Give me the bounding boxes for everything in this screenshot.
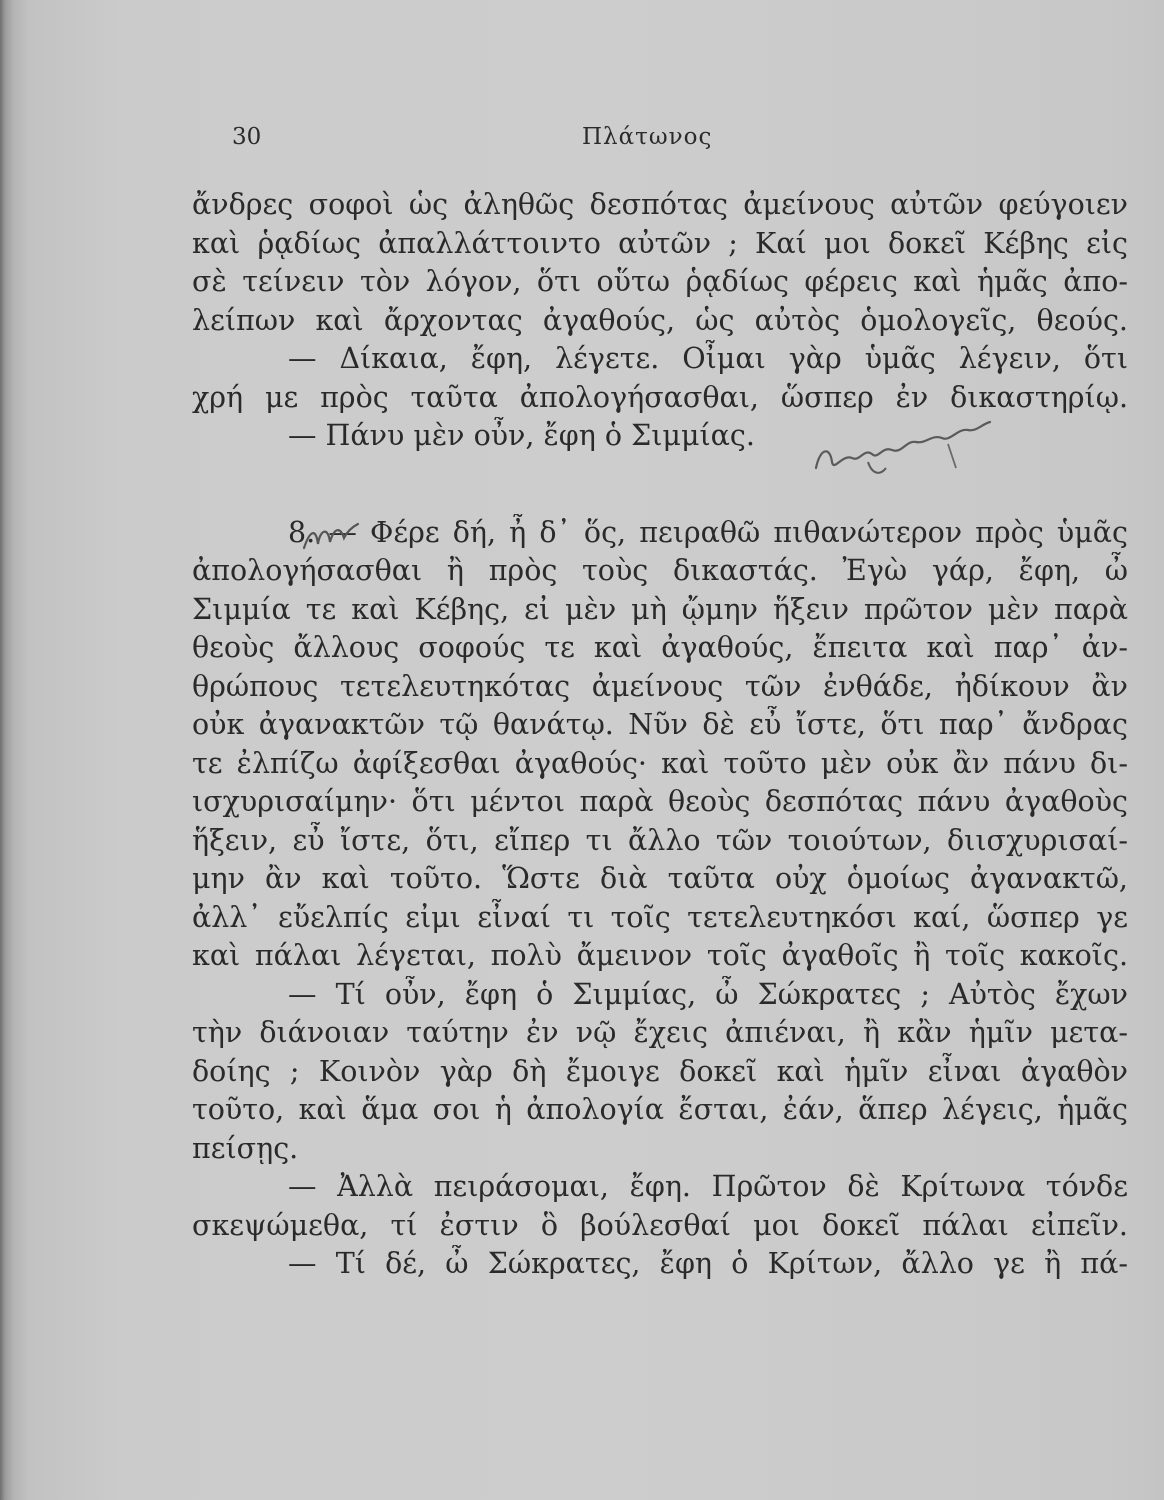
text-line: — Τί οὖν, ἔφη ὁ Σιμμίας, ὦ Σώκρατες ; Αὐτὸς ἔχων <box>288 977 1128 1011</box>
text-line: σὲ τείνειν τὸν λόγον, ὅτι οὕτω ῥᾳδίως φέρεις καὶ ἡμᾶς ἀπο- <box>192 265 1128 298</box>
text-line: τε ἐλπίζω ἀφίξεσθαι ἀγαθούς· καὶ τοῦτο μὲν οὐκ ἂν πάνυ δι- <box>192 746 1128 780</box>
text-line: — Τί δέ, ὦ Σώκρατες, ἔφη ὁ Κρίτων, ἄλλο γε ἢ πά- <box>288 1247 1128 1280</box>
text-line: πείσῃς. <box>192 1131 299 1165</box>
text-line: χρή με πρὸς ταῦτα ἀπολογήσασθαι, ὥσπερ ἐν δικαστηρίῳ. <box>192 380 1128 414</box>
text-line: ισχυρισαίμην· ὅτι μέντοι παρὰ θεοὺς δεσπότας πάνυ ἀγαθοὺς <box>192 785 1128 818</box>
text-line: τοῦτο, καὶ ἅμα σοι ἡ ἀπολογία ἔσται, ἐάν, ἅπερ λέγεις, ἡμᾶς <box>192 1093 1128 1126</box>
main-text <box>192 186 1128 1284</box>
text-line: — Ἀλλὰ πειράσομαι, ἔφη. Πρῶτον δὲ Κρίτωνα τόνδε <box>288 1170 1128 1203</box>
section-heading-line: 8. — Φέρε δή, ἦ δ᾽ ὅς, πειραθῶ πιθανώτερον πρὸς ὑμᾶς <box>288 515 1128 549</box>
page-edge <box>0 0 14 1500</box>
text-line: μην ἂν καὶ τοῦτο. Ὥστε διὰ ταῦτα οὐχ ὁμοίως ἀγανακτῶ, <box>192 862 1128 895</box>
text-line: ἀλλ᾽ εὔελπίς εἰμι εἶναί τι τοῖς τετελευτηκόσι καί, ὥσπερ γε <box>192 900 1128 934</box>
text-line: σκεψώμεθα, τί ἐστιν ὃ βούλεσθαί μοι δοκεῖ πάλαι εἰπεῖν. <box>192 1208 1128 1242</box>
running-head <box>232 124 1128 154</box>
section-gap <box>192 456 1128 514</box>
text-line: λείπων καὶ ἄρχοντας ἀγαθούς, ὡς αὐτὸς ὁμολογεῖς, θεούς. <box>192 303 1128 337</box>
text-line: ἄνδρες σοφοὶ ὡς ἀληθῶς δεσπότας ἀμείνους αὐτῶν φεύγοιεν <box>192 188 1128 221</box>
text-line: τὴν διάνοιαν ταύτην ἐν νῷ ἔχεις ἀπιέναι, ἢ κἂν ἡμῖν μετα- <box>192 1016 1128 1049</box>
text-line: — Δίκαια, ἔφη, λέγετε. Οἶμαι γὰρ ὑμᾶς λέγειν, ὅτι <box>288 342 1128 375</box>
text-line: καὶ πάλαι λέγεται, πολὺ ἄμεινον τοῖς ἀγαθοῖς ἢ τοῖς κακοῖς. <box>192 939 1128 972</box>
text-line: οὐκ ἀγανακτῶν τῷ θανάτῳ. Νῦν δὲ εὖ ἴστε, ὅτι παρ᾽ ἄνδρας <box>192 708 1128 741</box>
text-line: καὶ ῥᾳδίως ἀπαλλάττοιντο αὐτῶν ; Καί μοι δοκεῖ Κέβης εἰς <box>192 226 1128 260</box>
running-title: Πλάτωνος <box>582 124 713 150</box>
text-line: θρώπους τετελευτηκότας ἀμείνους τῶν ἐνθάδε, ἠδίκουν ἂν <box>192 669 1128 703</box>
text-line: Σιμμία τε καὶ Κέβης, εἰ μὲν μὴ ᾤμην ἥξειν πρῶτον μὲν παρὰ <box>192 592 1128 626</box>
text-line: δοίης ; Κοινὸν γὰρ δὴ ἔμοιγε δοκεῖ καὶ ἡμῖν εἶναι ἀγαθὸν <box>192 1054 1128 1088</box>
text-line: ἥξειν, εὖ ἴστε, ὅτι, εἴπερ τι ἄλλο τῶν τοιούτων, διισχυρισαί- <box>192 823 1128 857</box>
text-line: — Πάνυ μὲν οὖν, ἔφη ὁ Σιμμίας. <box>288 419 755 452</box>
text-line: θεοὺς ἄλλους σοφούς τε καὶ ἀγαθούς, ἔπειτα καὶ παρ᾽ ἀν- <box>192 631 1128 664</box>
text-line: ἀπολογήσασθαι ἢ πρὸς τοὺς δικαστάς. Ἐγὼ γάρ, ἔφη, ὦ <box>192 554 1128 587</box>
page-number: 30 <box>232 124 262 150</box>
